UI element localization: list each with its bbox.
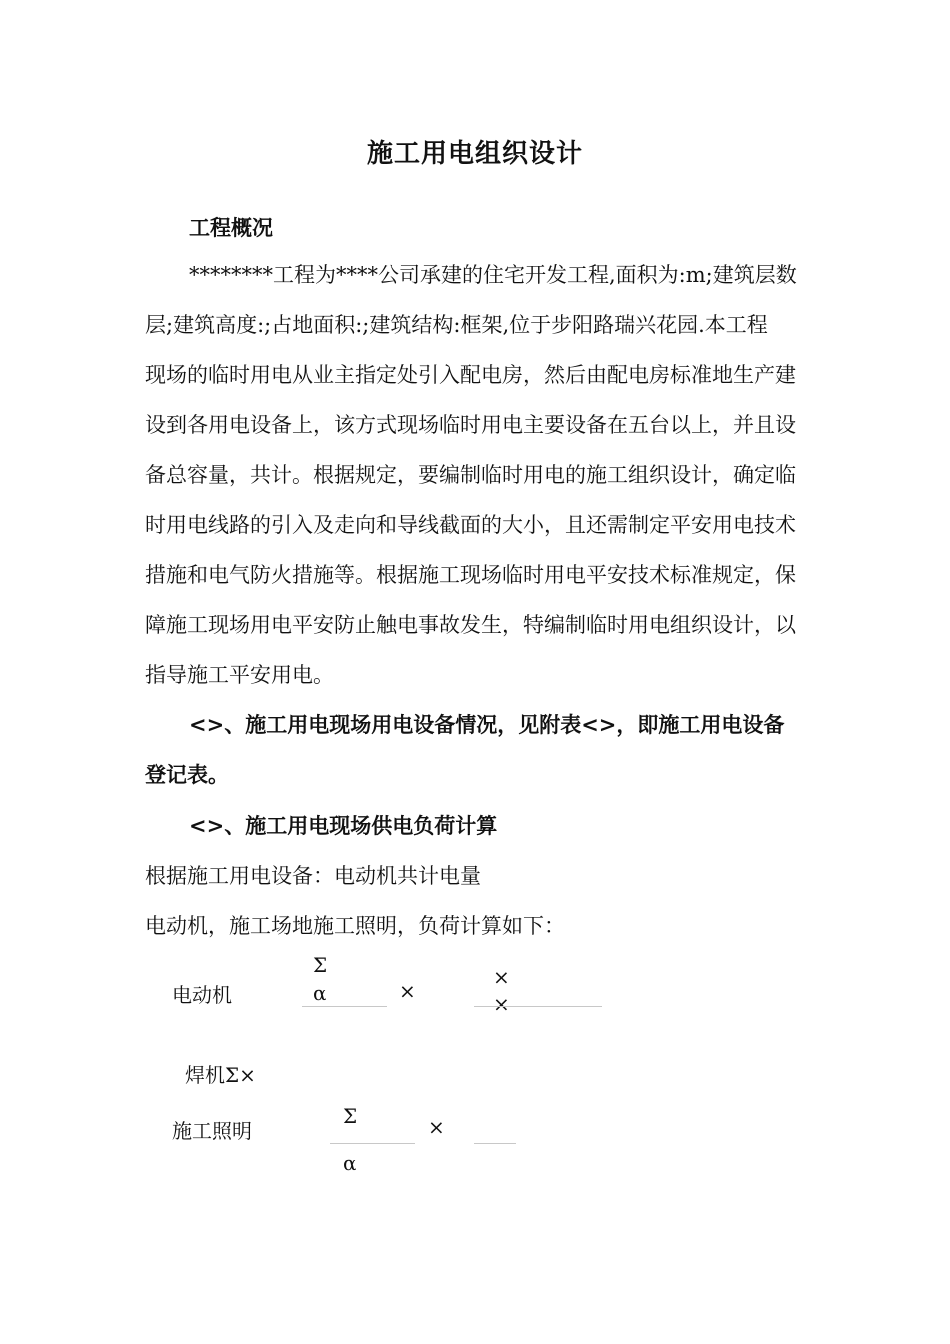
motor-label: 电动机 bbox=[172, 983, 232, 1007]
lighting-label: 施工照明 bbox=[172, 1119, 252, 1143]
overview-line: 设到各用电设备上，该方式现场临时用电主要设备在五台以上，并且设 bbox=[145, 413, 796, 437]
lighting-fraction-line-1 bbox=[330, 1143, 415, 1144]
calc-text-1: 根据施工用电设备：电动机共计电量 bbox=[145, 864, 481, 888]
overview-line: ********工程为****公司承建的住宅开发工程,面积为:m;建筑层数 bbox=[189, 263, 797, 287]
overview-line: 时用电线路的引入及走向和导线截面的大小，且还需制定平安用电技术 bbox=[145, 513, 796, 537]
lighting-times: × bbox=[428, 1115, 445, 1139]
document-title: 施工用电组织设计 bbox=[366, 139, 583, 169]
section1-line: <>、施工用电现场用电设备情况，见附表<>，即施工用电设备 bbox=[189, 712, 785, 737]
calc-text-2: 电动机，施工场地施工照明，负荷计算如下： bbox=[145, 914, 565, 938]
motor-times-top: × bbox=[493, 965, 510, 989]
motor-alpha: α bbox=[313, 981, 327, 1005]
motor-fraction-line-2 bbox=[474, 1006, 602, 1007]
overview-paragraph bbox=[145, 250, 850, 700]
section1-line: 登记表。 bbox=[145, 762, 229, 787]
overview-line: 指导施工平安用电。 bbox=[145, 663, 334, 687]
overview-line: 障施工现场用电平安防止触电事故发生，特编制临时用电组织设计，以 bbox=[145, 613, 796, 637]
overview-line: 层;建筑高度:;占地面积:;建筑结构:框架,位于步阳路瑞兴花园.本工程 bbox=[145, 313, 768, 337]
section2-heading: <>、施工用电现场供电负荷计算 bbox=[189, 813, 498, 838]
welder-formula: 焊机Σ× bbox=[185, 1063, 256, 1087]
motor-times-bottom: × bbox=[493, 992, 510, 1016]
section1-paragraph bbox=[145, 700, 850, 800]
motor-times: × bbox=[399, 979, 416, 1003]
motor-sigma: Σ bbox=[313, 953, 328, 977]
overview-line: 现场的临时用电从业主指定处引入配电房，然后由配电房标准地生产建 bbox=[145, 363, 796, 387]
motor-fraction-line-1 bbox=[302, 1006, 387, 1007]
lighting-sigma: Σ bbox=[343, 1104, 358, 1128]
overview-line: 备总容量，共计。根据规定，要编制临时用电的施工组织设计，确定临 bbox=[145, 463, 796, 487]
lighting-alpha: α bbox=[343, 1151, 357, 1175]
overview-line: 措施和电气防火措施等。根据施工现场临时用电平安技术标准规定，保 bbox=[145, 563, 796, 587]
lighting-fraction-line-2 bbox=[474, 1143, 516, 1144]
overview-heading: 工程概况 bbox=[189, 215, 273, 240]
